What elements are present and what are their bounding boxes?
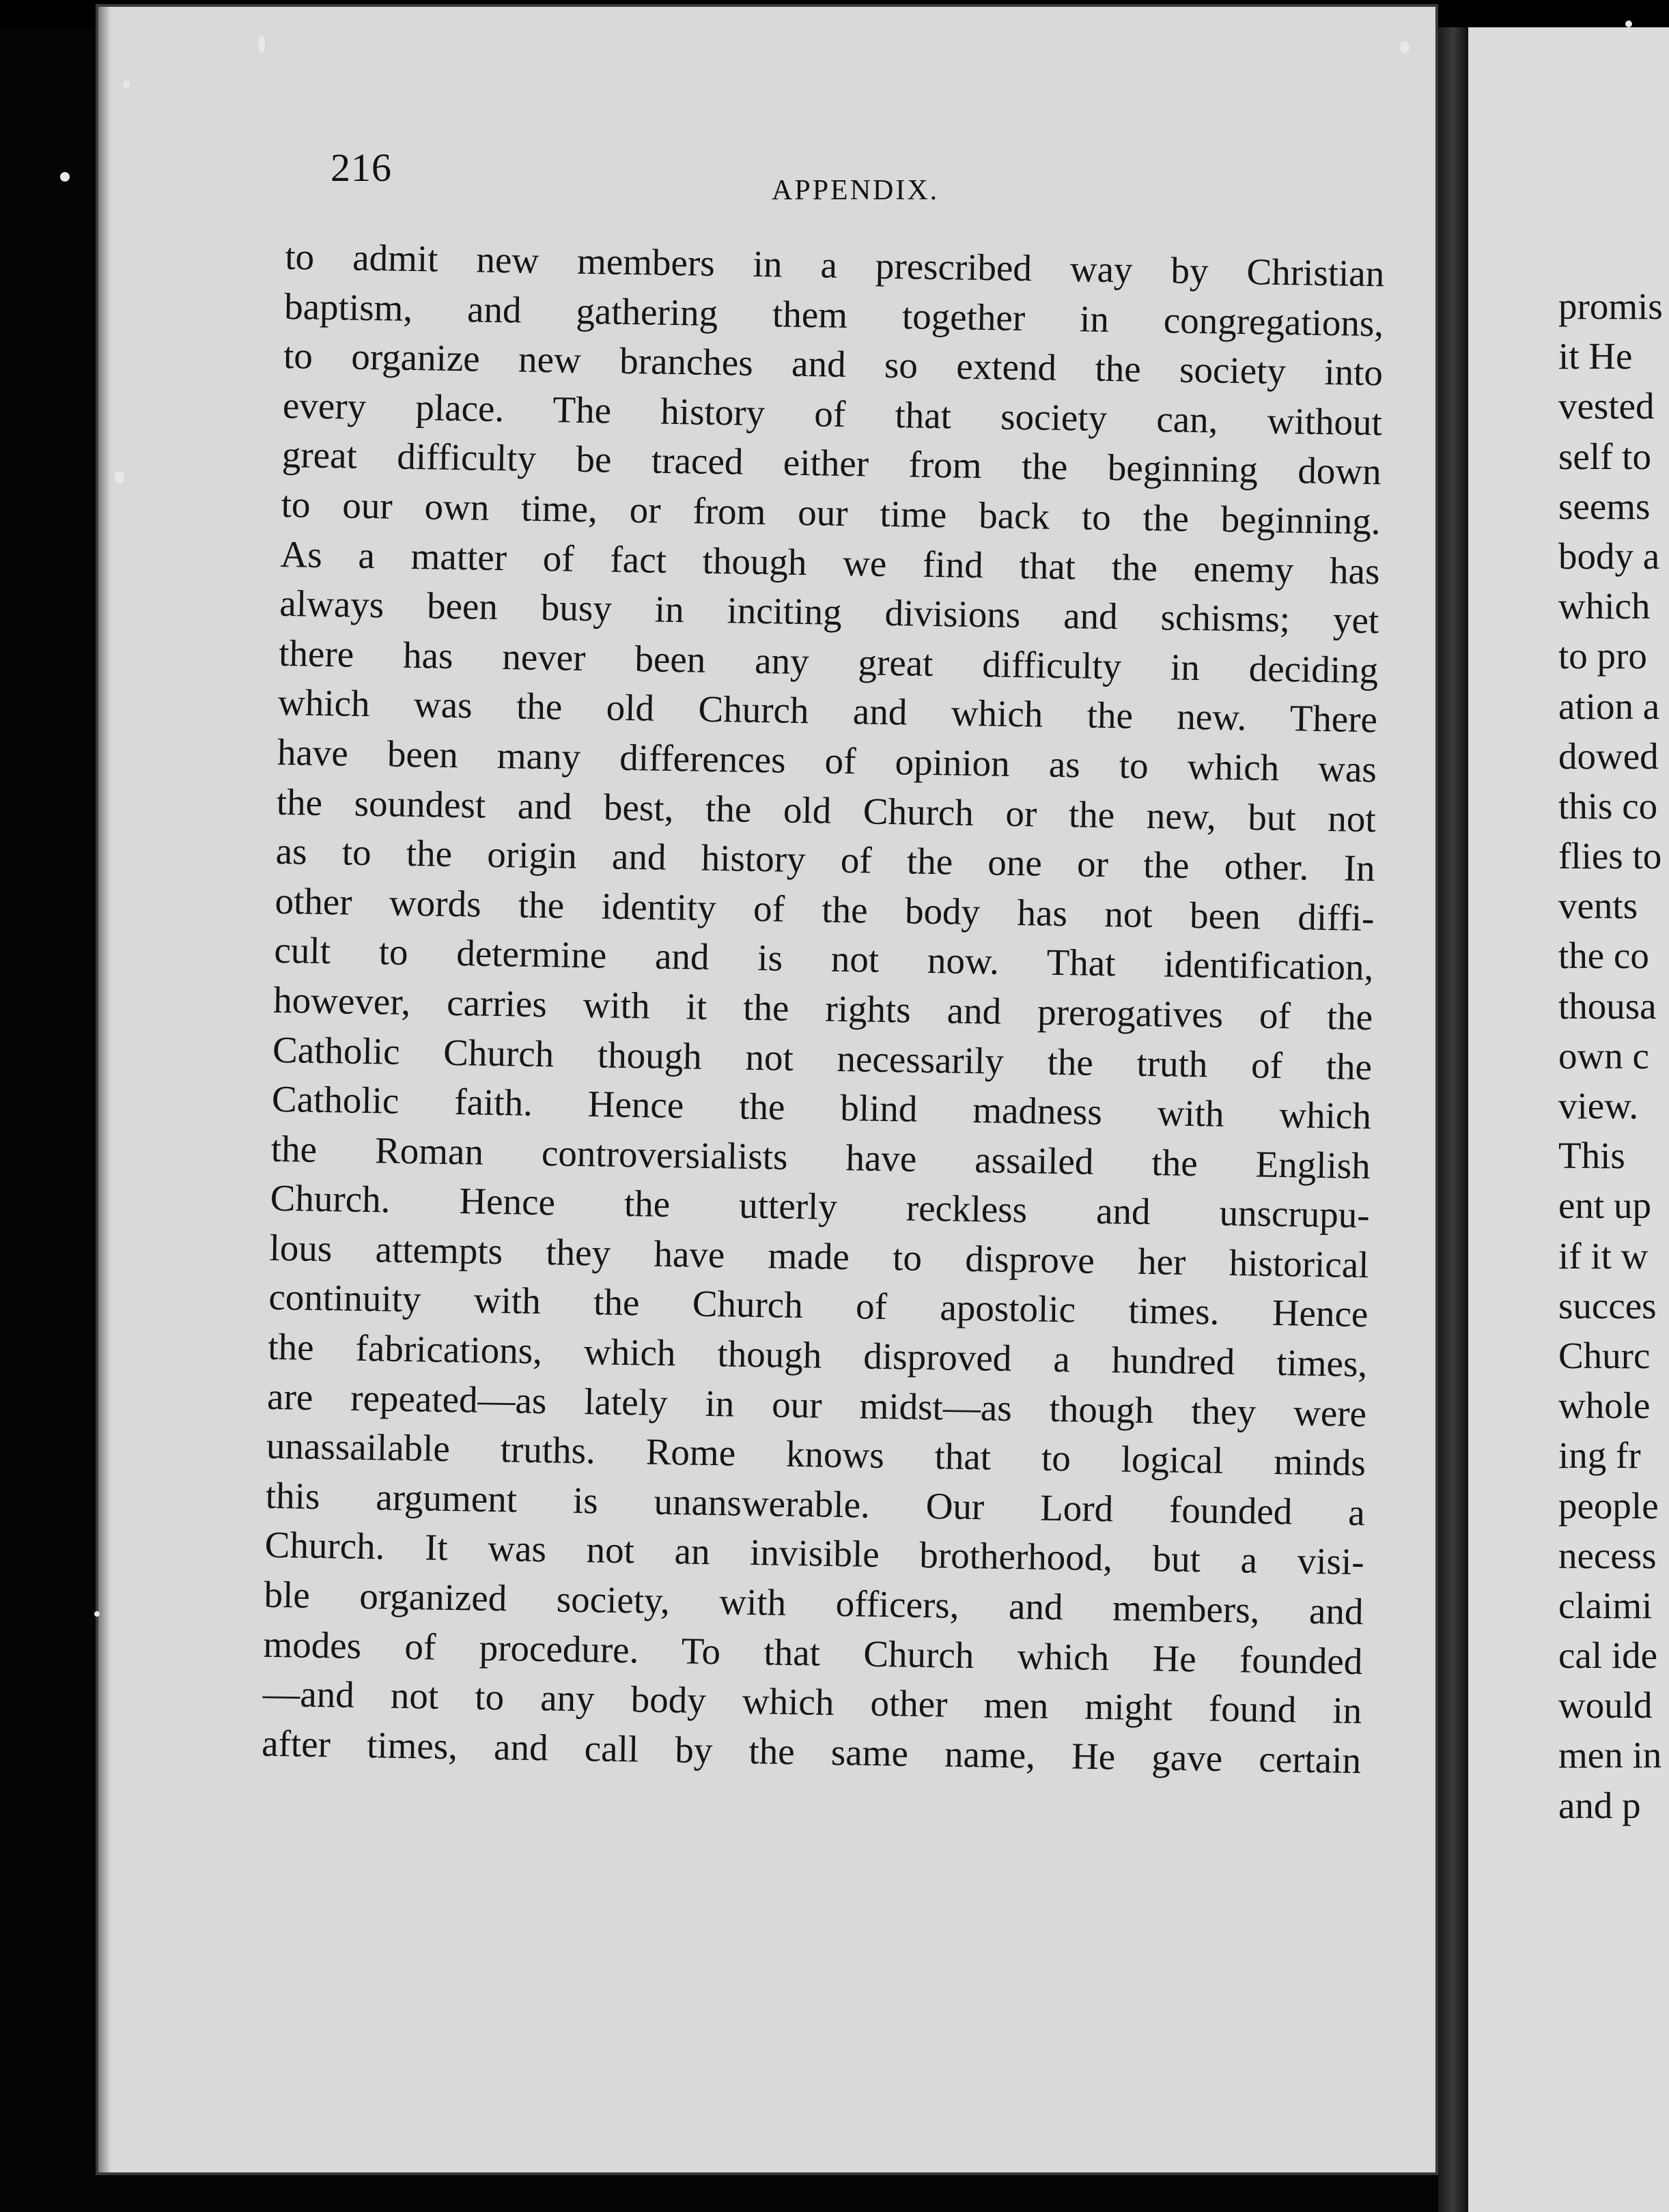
text-line: cult to determine and is not now. That identification, bbox=[273, 929, 1374, 989]
text-line: always been busy in inciting divisions and schisms; yet bbox=[279, 582, 1379, 642]
text-line: ing fr bbox=[1558, 1434, 1641, 1477]
page-number: 216 bbox=[331, 145, 392, 190]
text-line: which bbox=[1558, 585, 1651, 627]
text-line: modes of procedure. To that Church which He founded bbox=[263, 1623, 1363, 1682]
text-line: necess bbox=[1558, 1534, 1657, 1576]
text-line: are repeated—as lately in our midst—as though they were bbox=[266, 1375, 1367, 1434]
text-line: Churc bbox=[1558, 1334, 1651, 1376]
scan-speck bbox=[123, 81, 130, 89]
text-line: continuity with the Church of apostolic times. Hence bbox=[268, 1276, 1369, 1335]
text-line: to organize new branches and so extend the society into bbox=[283, 335, 1384, 394]
text-line: own c bbox=[1558, 1034, 1649, 1077]
text-line: dowed bbox=[1558, 735, 1659, 777]
text-line: there has never been any great difficulty in deciding bbox=[278, 632, 1379, 691]
text-line: people bbox=[1558, 1484, 1659, 1527]
text-line: As a matter of fact though we find that the enemy has bbox=[280, 533, 1380, 592]
text-line: Catholic faith. Hence the blind madness with which bbox=[271, 1077, 1372, 1137]
text-line: vents bbox=[1558, 885, 1638, 927]
text-line: self to bbox=[1558, 435, 1651, 477]
text-line: thousa bbox=[1558, 984, 1657, 1027]
running-title: APPENDIX. bbox=[772, 175, 940, 206]
text-line: to our own time, or from our time back to the beginning. bbox=[281, 483, 1382, 543]
text-line: This bbox=[1558, 1135, 1625, 1177]
text-line: body a bbox=[1558, 535, 1660, 577]
left-page-body bbox=[262, 232, 1385, 1785]
text-line: men in bbox=[1558, 1734, 1662, 1776]
text-line: would bbox=[1558, 1684, 1653, 1727]
right-page-body bbox=[1558, 281, 1669, 1830]
text-line: the soundest and best, the old Church or the new, but not bbox=[276, 780, 1377, 840]
text-line: this argument is unanswerable. Our Lord founded a bbox=[265, 1474, 1366, 1533]
text-line: claimi bbox=[1558, 1584, 1653, 1626]
text-line: other words the identity of the body has not been diffi- bbox=[275, 879, 1375, 939]
text-line: ble organized society, with officers, and members, and bbox=[264, 1573, 1364, 1633]
scan-speck bbox=[1400, 41, 1409, 53]
scan-speck bbox=[94, 1611, 100, 1617]
text-line: ent up bbox=[1558, 1185, 1651, 1227]
text-line: as to the origin and history of the one or the other. In bbox=[275, 830, 1376, 890]
text-line: succes bbox=[1558, 1284, 1657, 1327]
scan-speck bbox=[258, 36, 265, 53]
scan-speck bbox=[60, 172, 70, 182]
text-line: have been many differences of opinion as to which was bbox=[277, 731, 1377, 791]
scan-speck bbox=[1625, 20, 1632, 27]
text-line: Church. It was not an invisible brotherhood, but a visi- bbox=[264, 1524, 1365, 1583]
text-line: Catholic Church though not necessarily the truth of the bbox=[272, 1028, 1373, 1088]
text-line: the Roman controversialists have assailed the English bbox=[270, 1127, 1371, 1187]
text-line: seems bbox=[1558, 485, 1651, 527]
text-line: vested bbox=[1558, 385, 1655, 427]
text-line: to pro bbox=[1558, 635, 1647, 677]
text-line: baptism, and gathering them together in congregations, bbox=[283, 285, 1384, 344]
text-line: unassailable truths. Rome knows that to logical minds bbox=[266, 1425, 1366, 1484]
text-line: and p bbox=[1558, 1784, 1641, 1826]
text-line: every place. The history of that society can, without bbox=[282, 384, 1383, 444]
text-line: great difficulty be traced either from the beginning down bbox=[281, 434, 1382, 493]
text-line: the co bbox=[1558, 935, 1649, 977]
scan-speck bbox=[115, 471, 124, 483]
text-line: flies to bbox=[1558, 835, 1662, 877]
text-line: view. bbox=[1558, 1085, 1639, 1126]
text-line: ation a bbox=[1558, 685, 1660, 727]
text-line: after times, and call by the same name, He gave certain bbox=[261, 1722, 1362, 1781]
text-line: it He bbox=[1558, 335, 1633, 378]
text-line: which was the old Church and which the new. There bbox=[277, 681, 1378, 741]
text-line: promis bbox=[1558, 285, 1663, 327]
text-line: the fabrications, which though disproved a hundred times, bbox=[267, 1325, 1368, 1385]
text-line: to admit new members in a prescribed way by Christian bbox=[284, 235, 1385, 295]
text-line: if it w bbox=[1558, 1234, 1649, 1277]
text-line: —and not to any body which other men might found in bbox=[262, 1672, 1362, 1732]
text-line: Church. Hence the utterly reckless and unscrupu- bbox=[270, 1177, 1371, 1236]
text-line: this co bbox=[1558, 784, 1658, 827]
text-line: cal ide bbox=[1558, 1634, 1658, 1677]
text-line: however, carries with it the rights and prerogatives of the bbox=[272, 978, 1373, 1038]
text-line: lous attempts they have made to disprove her historical bbox=[269, 1226, 1369, 1286]
text-line: whole bbox=[1558, 1385, 1651, 1427]
